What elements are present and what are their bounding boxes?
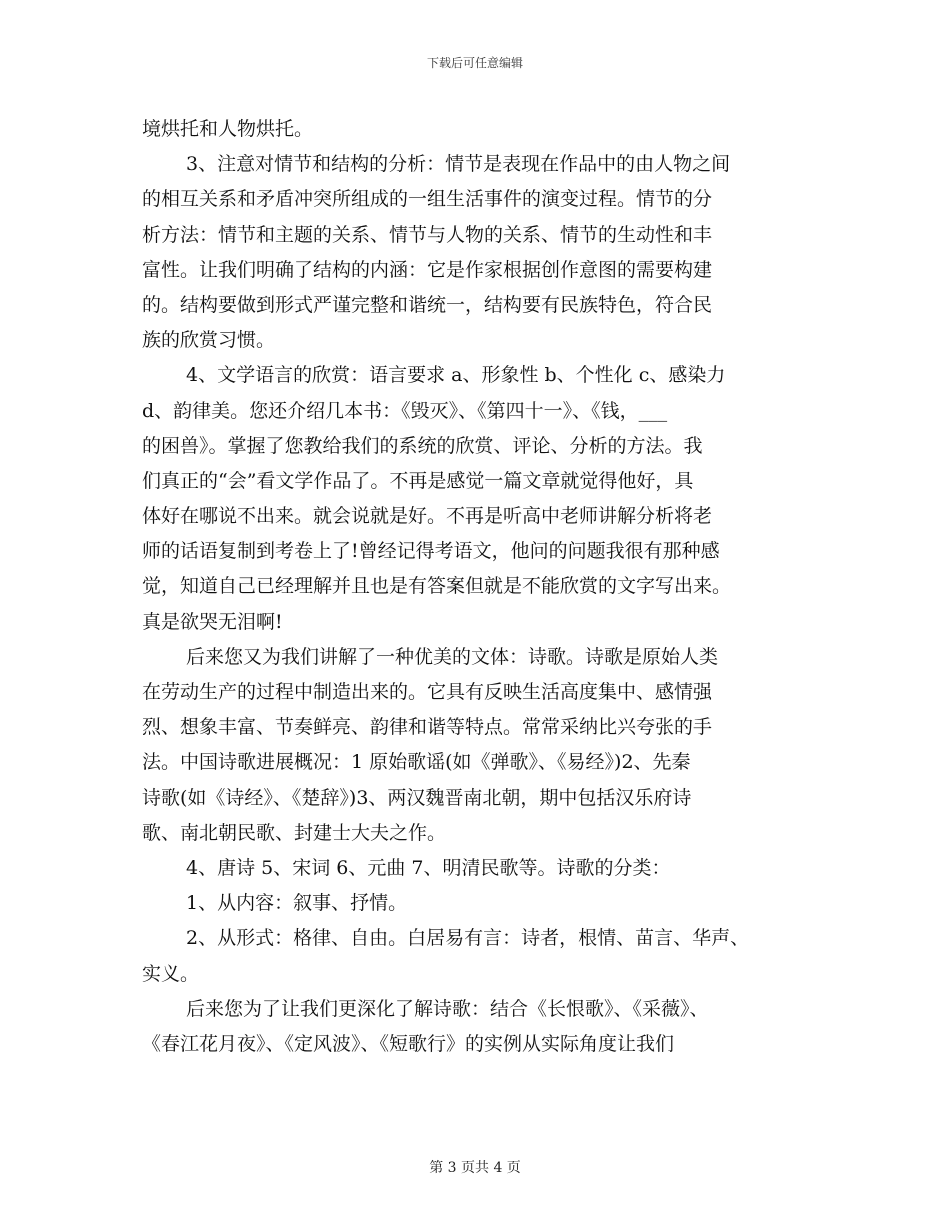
text-line: 的困兽》。掌握了您教给我们的系统的欣赏、评论、分析的方法。我 <box>142 434 703 457</box>
text-line: 真是欲哭无泪啊! <box>142 610 283 633</box>
text-line: 4、唐诗 5、宋词 6、元曲 7、明清民歌等。诗歌的分类： <box>186 856 671 879</box>
text-line: 们真正的“会”看文学作品了。不再是感觉一篇文章就觉得他好，具 <box>142 469 694 492</box>
text-line: 诗歌(如《诗经》、《楚辞》)3、两汉魏晋南北朝，期中包括汉乐府诗 <box>142 786 692 809</box>
text-line: 在劳动生产的过程中制造出来的。它具有反映生活高度集中、感情强 <box>142 681 713 703</box>
text-line: 富性。让我们明确了结构的内涵：它是作家根据创作意图的需要构建 <box>142 258 713 281</box>
document-body <box>142 112 832 1062</box>
text-line: 1、从内容：叙事、抒情。 <box>186 892 408 915</box>
page-footer: 第 3 页共 4 页 <box>429 1160 521 1176</box>
text-line: 烈、想象丰富、节奏鲜亮、韵律和谐等特点。常常采纳比兴夸张的手 <box>142 716 713 739</box>
text-line: 后来您为了让我们更深化了解诗歌：结合《长恨歌》、《采薇》、 <box>186 997 709 1020</box>
text-line: 的相互关系和矛盾冲突所组成的一组生活事件的演变过程。情节的分 <box>142 188 713 211</box>
text-line: 2、从形式：格律、自由。白居易有言：诗者，根情、苗言、华声、 <box>186 927 750 950</box>
text-line: 觉，知道自己已经理解并且也是有答案但就是不能欣赏的文字写出来。 <box>142 575 732 598</box>
text-line: 《春江花月夜》、《定风波》、《短歌行》的实例从实际角度让我们 <box>142 1032 675 1055</box>
text-line: 体好在哪说不出来。就会说就是好。不再是听高中老师讲解分析将老 <box>142 505 713 528</box>
text-line: 族的欣赏习惯。 <box>142 329 276 352</box>
text-line: 的。结构要做到形式严谨完整和谐统一，结构要有民族特色，符合民 <box>142 293 713 316</box>
text-line: 法。中国诗歌进展概况：1 原始歌谣(如《弹歌》、《易经》)2、先秦 <box>142 751 691 774</box>
text-line: 4、文学语言的欣赏：语言要求 a、形象性 b、个性化 c、感染力 <box>186 364 726 387</box>
text-line: 师的话语复制到考卷上了!曾经记得考语文，他问的问题我很有那种感 <box>142 540 720 563</box>
text-line: d、韵律美。您还介绍几本书：《毁灭》、《第四十一》、《钱，___ <box>142 399 668 422</box>
text-line: 实义。 <box>142 962 200 985</box>
text-line: 歌、南北朝民歌、封建士大夫之作。 <box>142 821 447 844</box>
text-line: 析方法：情节和主题的关系、情节与人物的关系、情节的生动性和丰 <box>142 223 713 246</box>
text-line: 后来您又为我们讲解了一种优美的文体：诗歌。诗歌是原始人类 <box>186 645 719 668</box>
page-header: 下载后可任意编辑 <box>426 56 523 70</box>
text-line: 3、注意对情节和结构的分析：情节是表现在作品中的由人物之间 <box>186 153 731 176</box>
text-line: 境烘托和人物烘托。 <box>142 118 314 140</box>
